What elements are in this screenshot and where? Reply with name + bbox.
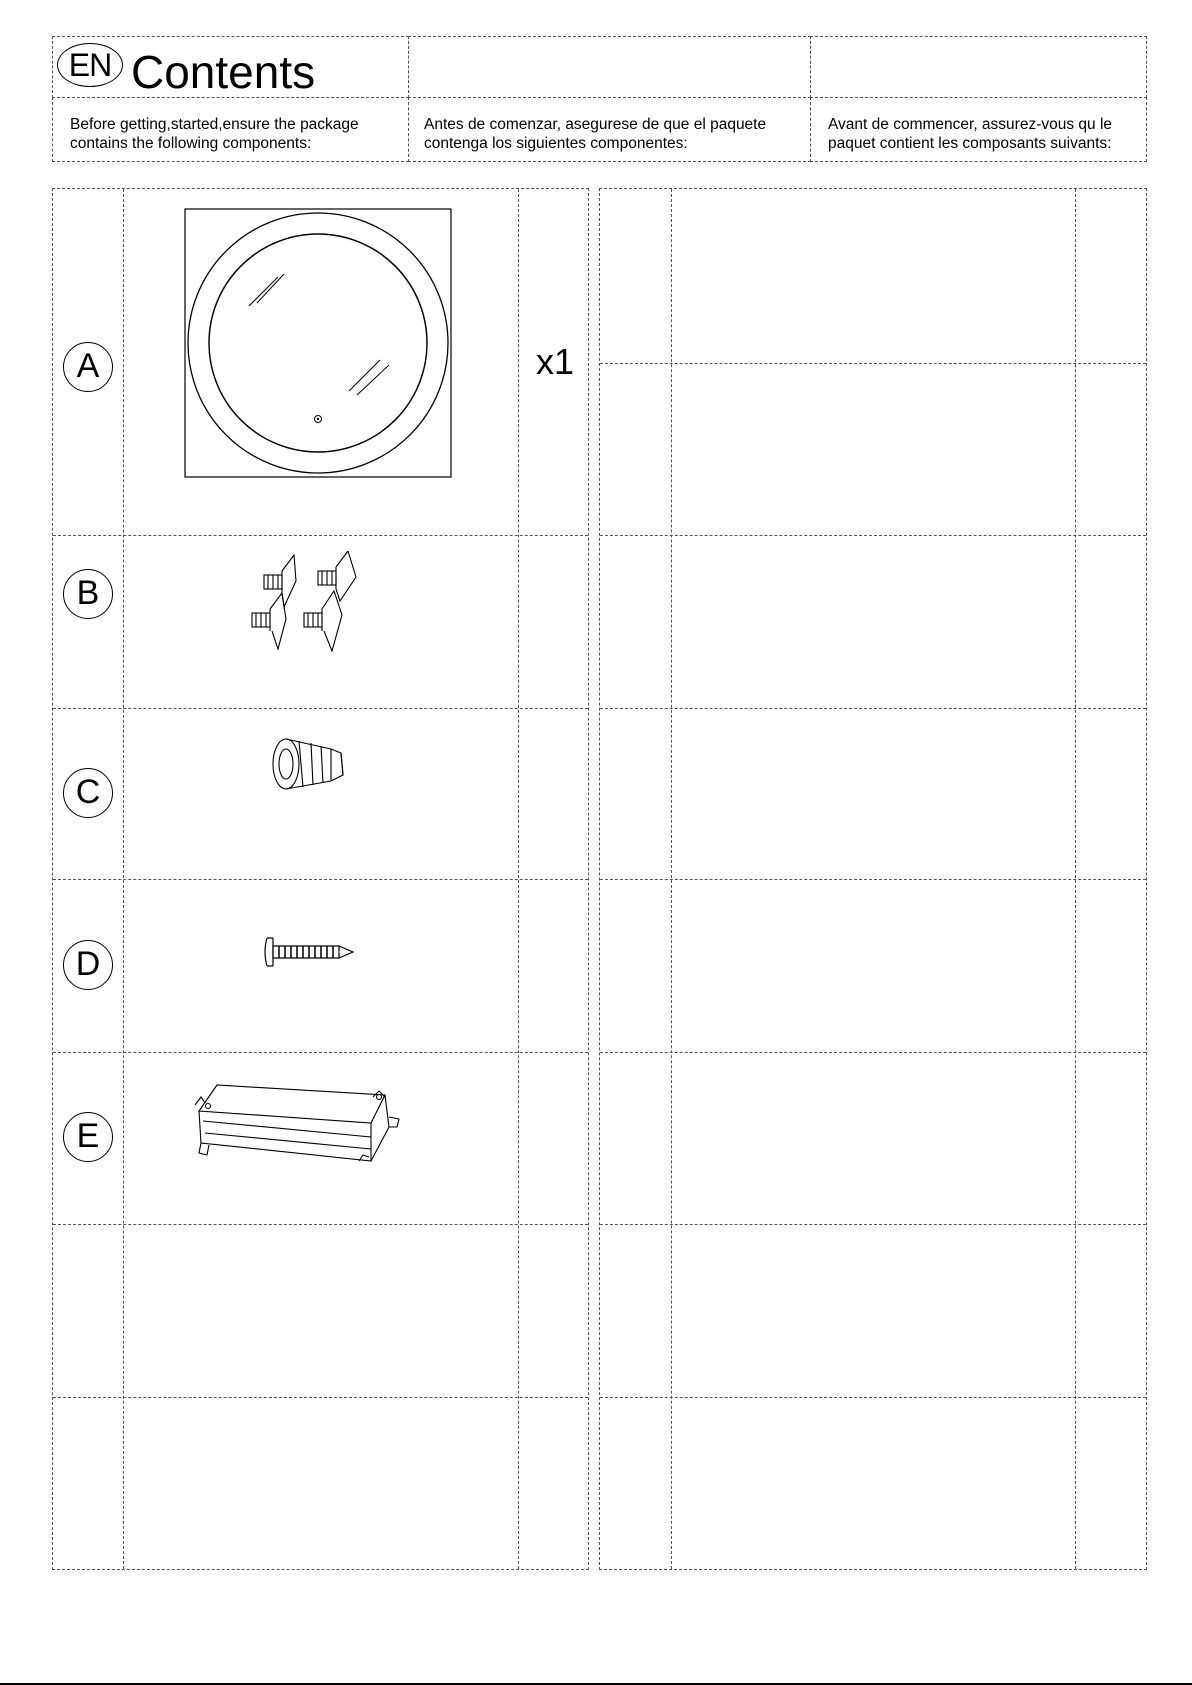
round-mirror-icon xyxy=(184,208,452,478)
part-letter-a: A xyxy=(63,342,113,392)
part-letter-d: D xyxy=(63,940,113,990)
intro-cell-en xyxy=(52,97,409,162)
part-letter-c: C xyxy=(63,768,113,818)
language-badge: EN xyxy=(57,43,123,87)
part-letter-b: B xyxy=(63,569,113,619)
intro-cell-fr xyxy=(810,97,1147,162)
screw-icon xyxy=(263,936,357,968)
part-letter-e: E xyxy=(63,1112,113,1162)
parts-table-left xyxy=(52,188,589,1570)
intro-text-es: Antes de comenzar, asegurese de que el paquete contenga los siguientes componentes: xyxy=(424,116,767,152)
page-title: Contents xyxy=(131,46,316,98)
intro-text-fr: Avant de commencer, assurez-vous qu le paquet contient les composants suivants: xyxy=(828,116,1113,152)
header-blank-cell-es xyxy=(408,36,811,98)
intro-text-en: Before getting,started,ensure the package contains the following components: xyxy=(70,116,359,152)
wall-anchor-icon xyxy=(246,551,366,653)
header-table xyxy=(52,36,1147,162)
header-title-cell xyxy=(52,36,409,98)
wire-nut-icon xyxy=(269,737,351,791)
part-quantity-a: x1 xyxy=(536,341,575,382)
parts-table-right xyxy=(599,188,1147,1570)
header-blank-cell-fr xyxy=(810,36,1147,98)
intro-cell-es xyxy=(408,97,811,162)
driver-box-icon xyxy=(187,1081,477,1181)
